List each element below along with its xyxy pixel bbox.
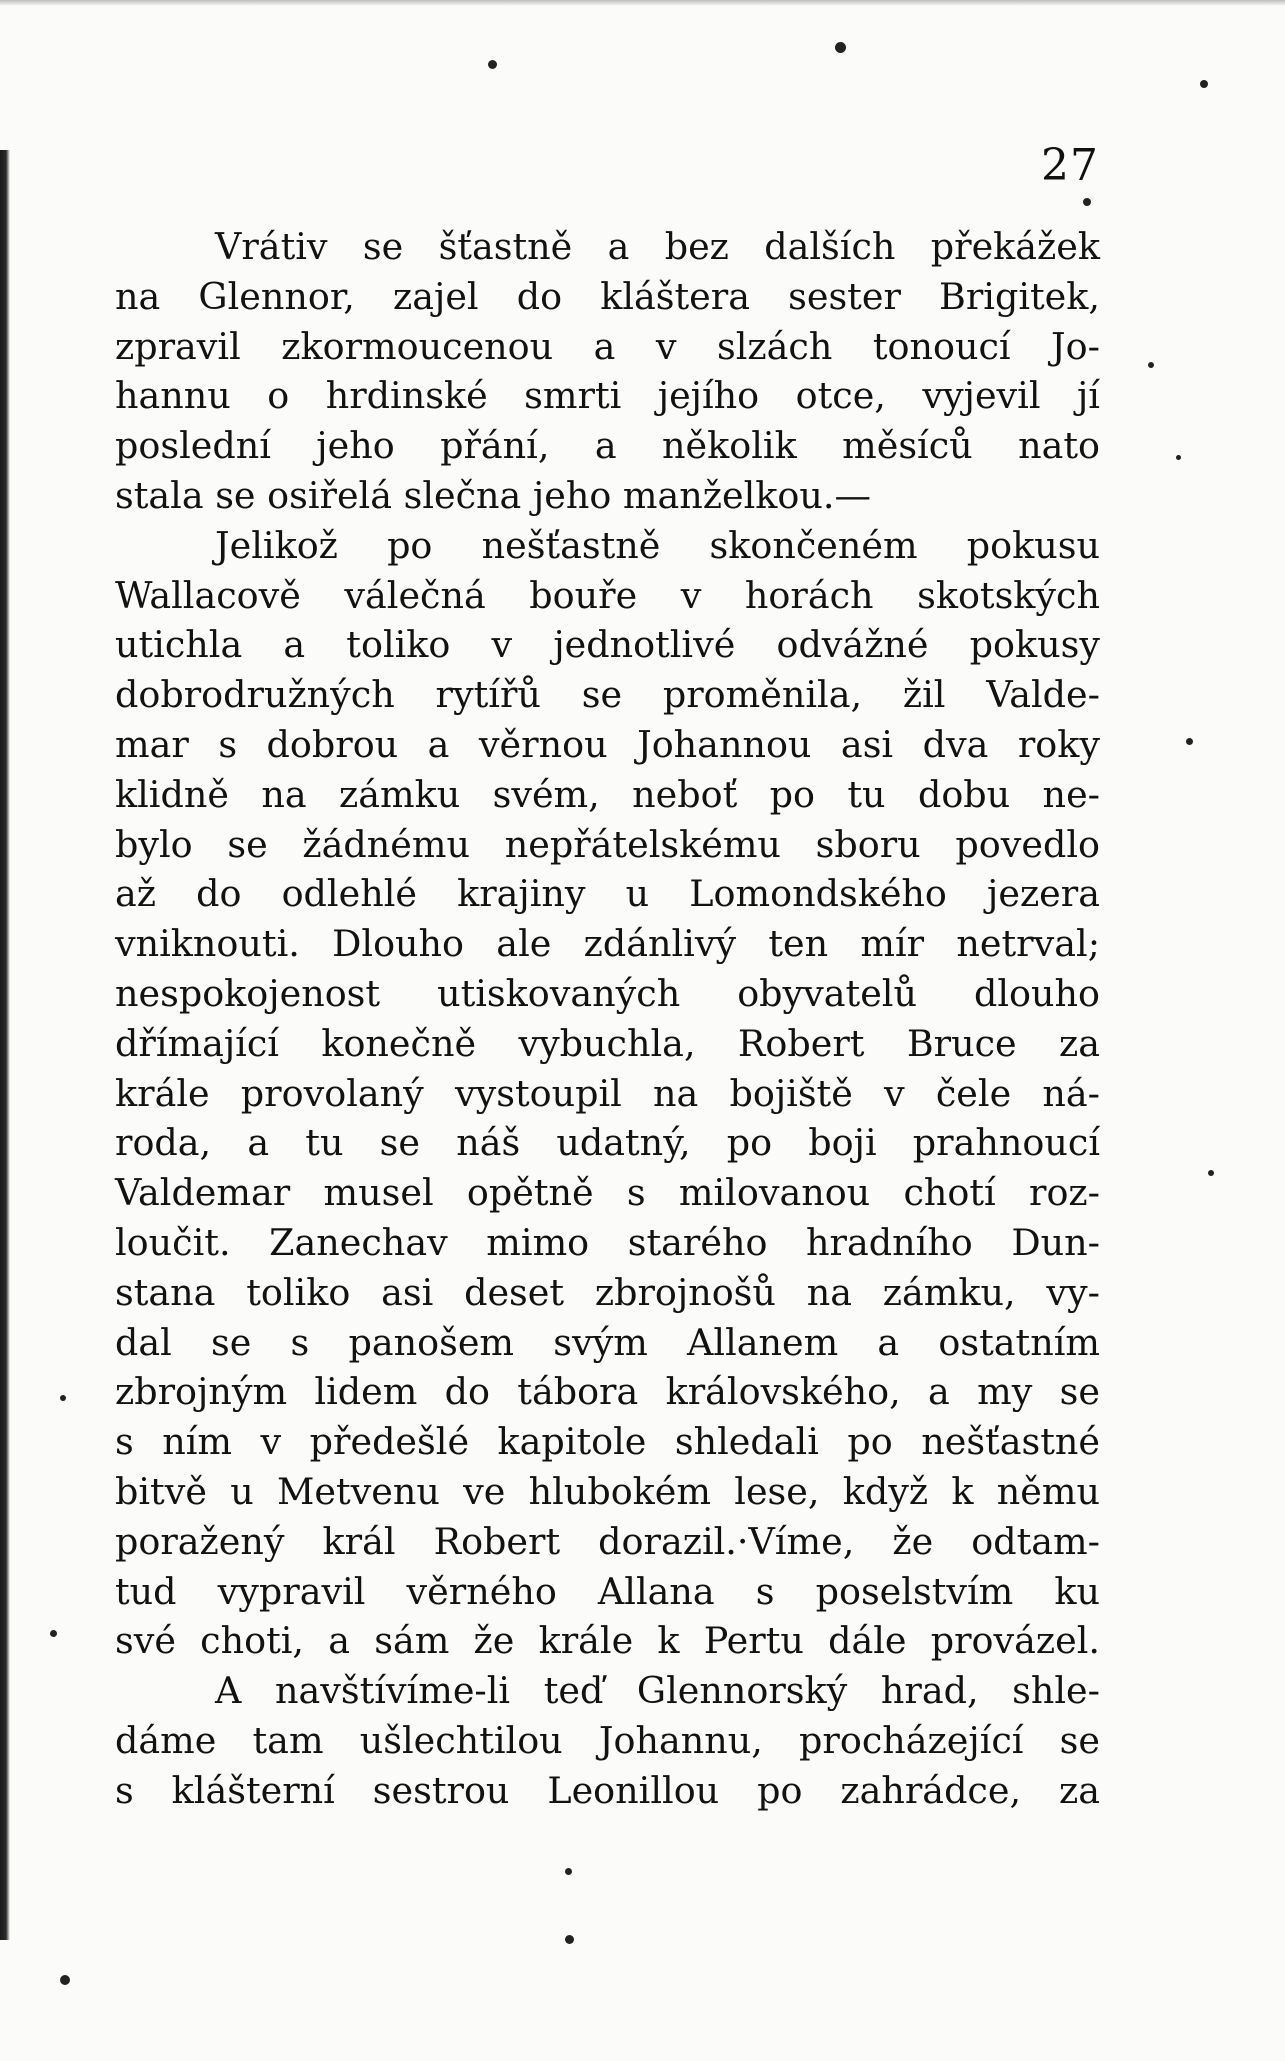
- text-line: mar s dobrou a věrnou Johannou asi dva roky: [115, 722, 1100, 766]
- text-line: vniknouti. Dlouho ale zdánlivý ten mír netrval;: [115, 922, 1100, 966]
- print-speck: [835, 42, 846, 53]
- text-line: Vrátiv se šťastně a bez dalších překážek: [215, 225, 1100, 268]
- text-line: poslední jeho přání, a několik měsíců nato: [115, 424, 1100, 468]
- print-speck: [60, 1975, 70, 1985]
- print-speck: [1148, 362, 1154, 368]
- print-speck: [565, 1935, 574, 1944]
- text-line: dáme tam ušlechtilou Johannu, procházející se: [115, 1718, 1100, 1762]
- page-number: 27: [1041, 140, 1099, 191]
- text-line: bylo se žádnému nepřátelskému sboru povedlo: [115, 822, 1100, 866]
- print-speck: [1208, 1170, 1214, 1176]
- text-line: Valdemar musel opětně s milovanou chotí roz-: [115, 1171, 1100, 1215]
- text-line: dřímající konečně vybuchla, Robert Bruce za: [115, 1021, 1100, 1065]
- body-text: [115, 222, 1100, 1816]
- text-line: až do odlehlé krajiny u Lomondského jezera: [115, 872, 1100, 916]
- print-speck: [488, 60, 497, 69]
- text-line: roda, a tu se náš udatný, po boji prahnoucí: [115, 1121, 1100, 1165]
- text-line: klidně na zámku svém, neboť po tu dobu ne-: [115, 772, 1100, 816]
- text-line: stala se osiřelá slečna jeho manželkou.—: [115, 473, 872, 517]
- text-line: s ním v předešlé kapitole shledali po nešťastné: [115, 1420, 1100, 1464]
- text-line: Jelikož po nešťastně skončeném pokusu: [215, 523, 1100, 567]
- text-line: bitvě u Metvenu ve hlubokém lese, když k němu: [115, 1469, 1100, 1513]
- text-line: poražený král Robert dorazil.·Víme, že odtam-: [115, 1519, 1100, 1563]
- print-speck: [1186, 738, 1193, 745]
- print-speck: [60, 1395, 66, 1401]
- page-top-edge: [0, 0, 1285, 6]
- text-line: loučit. Zanechav mimo starého hradního Dun-: [115, 1220, 1100, 1264]
- text-line: nespokojenost utiskovaných obyvatelů dlouho: [115, 971, 1100, 1015]
- page-binding-edge: [0, 150, 10, 1940]
- print-speck: [1176, 455, 1181, 460]
- print-speck: [1200, 80, 1208, 88]
- print-speck: [565, 1868, 572, 1875]
- text-line: dobrodružných rytířů se proměnila, žil Valde-: [115, 673, 1100, 717]
- text-line: krále provolaný vystoupil na bojiště v čele ná-: [115, 1071, 1100, 1115]
- text-line: dal se s panošem svým Allanem a ostatním: [115, 1320, 1100, 1364]
- print-speck: [50, 1630, 57, 1637]
- text-line: stana toliko asi deset zbrojnošů na zámku, vy-: [115, 1270, 1100, 1314]
- text-line: utichla a toliko v jednotlivé odvážné pokusy: [115, 623, 1100, 667]
- text-line: hannu o hrdinské smrti jejího otce, vyjevil jí: [115, 374, 1100, 418]
- text-line: své choti, a sám že krále k Pertu dále provázel.: [115, 1619, 1100, 1663]
- text-line: zbrojným lidem do tábora královského, a my se: [115, 1370, 1100, 1414]
- print-speck: [1083, 198, 1091, 206]
- text-line: Wallacově válečná bouře v horách skotských: [115, 573, 1100, 617]
- text-line: tud vypravil věrného Allana s poselstvím ku: [115, 1569, 1100, 1613]
- text-line: zpravil zkormoucenou a v slzách tonoucí Jo-: [115, 324, 1100, 368]
- text-line: na Glennor, zajel do kláštera sester Brigitek,: [115, 274, 1100, 318]
- text-line: s klášterní sestrou Leonillou po zahrádce, za: [115, 1768, 1100, 1812]
- text-line: A navštívíme-li teď Glennorský hrad, shle-: [215, 1669, 1100, 1713]
